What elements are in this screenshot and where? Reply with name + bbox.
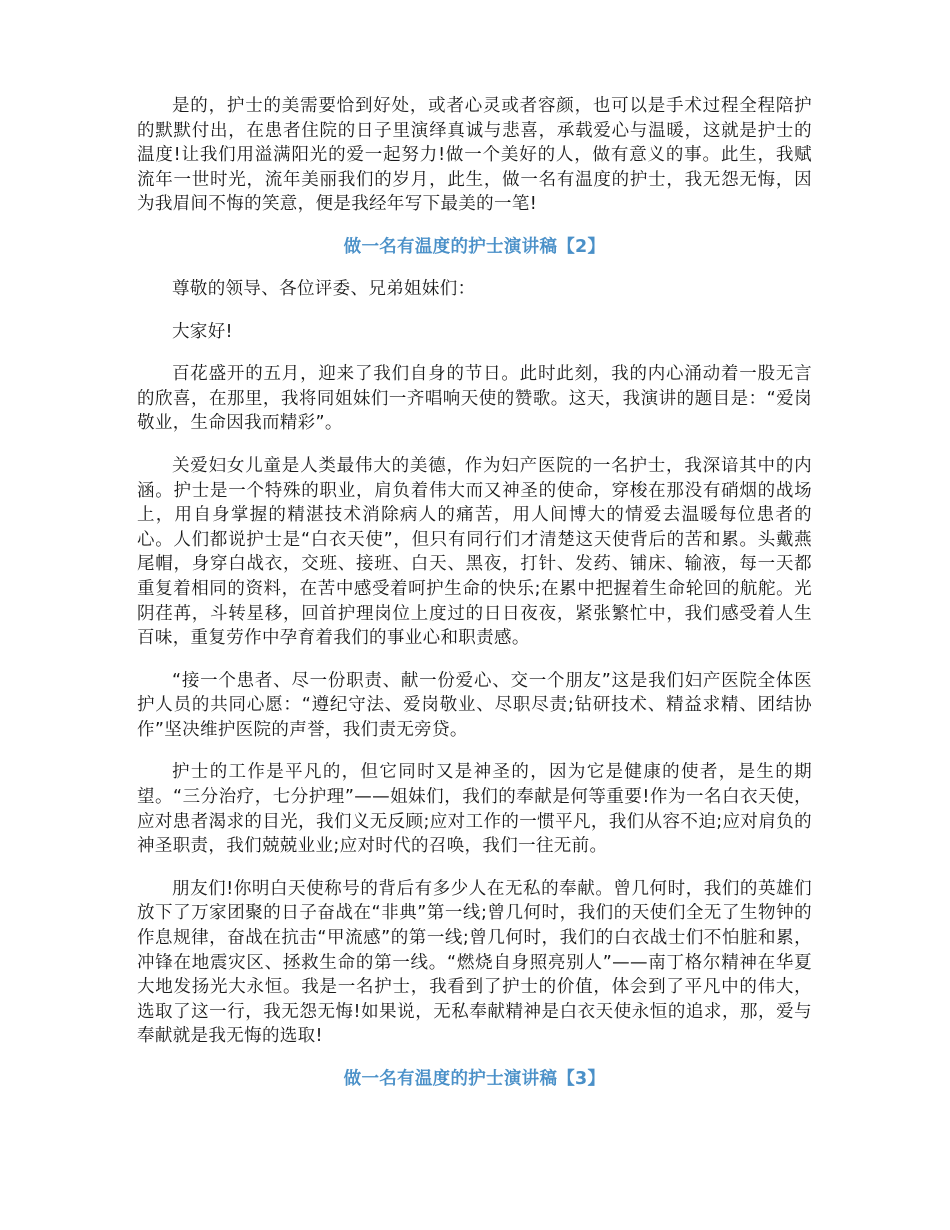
greeting: 大家好! (172, 321, 233, 342)
spacer (137, 651, 812, 669)
spacer (137, 1049, 812, 1067)
salutation: 尊敬的领导、各位评委、兄弟姐妹们： (172, 278, 476, 299)
spacer (137, 217, 812, 235)
paragraph-intro: 是的，护士的美需要恰到好处，或者心灵或者容颜，也可以是手术过程全程陪护的默默付出，在患者住院的日子里演绎真诚与悲喜，承载爱心与温暖，这就是护士的温度!让我们用溢满阳光的爱一起努力!做一个美好的人，做有意义的事。此生，我赋流年一世时光，流年美丽我们的岁月，此生，做一名有温度的护士，我无怨无悔，因为我眉间不悔的笑意，便是我经年写下最美的一笔! (137, 96, 812, 215)
paragraph-1: 百花盛开的五月，迎来了我们自身的节日。此时此刻，我的内心涌动着一股无言的欣喜，在那里，我将同姐妹们一齐唱响天使的赞歌。这天，我演讲的题目是：“爱岗敬业，生命因我而精彩”。 (137, 364, 812, 434)
spacer (137, 742, 812, 760)
spacer (137, 859, 812, 877)
paragraph-3: “接一个患者、尽一份职责、献一份爱心、交一个朋友”这是我们妇产医院全体医护人员的共同心愿：“遵纪守法、爱岗敬业、尽职尽责;钻研技术、精益求精、团结协作”坚决维护医院的声誉，我们责无旁贷。 (137, 670, 812, 740)
section-heading-2: 做一名有温度的护士演讲稿【2】 (343, 236, 606, 257)
spacer (137, 436, 812, 454)
paragraph-4: 护士的工作是平凡的，但它同时又是神圣的，因为它是健康的使者，是生的期望。“三分治疗，七分护理”——姐妹们，我们的奉献是何等重要!作为一名白衣天使，应对患者渴求的目光，我们义无反顾;应对工作的一惯平凡，我们从容不迫;应对肩负的神圣职责，我们兢兢业业;应对时代的召唤，我们一往无前。 (137, 762, 812, 857)
paragraph-2: 关爱妇女儿童是人类最伟大的美德，作为妇产医院的一名护士，我深谙其中的内涵。护士是一个特殊的职业，肩负着伟大而又神圣的使命，穿梭在那没有硝烟的战场上，用自身掌握的精湛技术消除病人的痛苦，用人间博大的情爱去温暖每位患者的心。人们都说护士是“白衣天使”，但只有同行们才清楚这天使背后的苦和累。头戴燕尾帽，身穿白战衣，交班、接班、白天、黑夜，打针、发药、铺床、输液，每一天都重复着相同的资料，在苦中感受着呵护生命的快乐;在累中把握着生命轮回的航舵。光阴荏苒，斗转星移，回首护理岗位上度过的日日夜夜，紧张繁忙中，我们感受着人生百味，重复劳作中孕育着我们的事业心和职责感。 (137, 455, 812, 649)
document-page (137, 94, 812, 1091)
section-heading-3: 做一名有温度的护士演讲稿【3】 (343, 1069, 606, 1089)
paragraph-5: 朋友们!你明白天使称号的背后有多少人在无私的奉献。曾几何时，我们的英雄们放下了万家团聚的日子奋战在“非典”第一线;曾几何时，我们的天使们全无了生物钟的作息规律，奋战在抗击“甲流感”的第一线;曾几何时，我们的白衣战士们不怕脏和累，冲锋在地震灾区、拯救生命的第一线。“燃烧自身照亮别人”——南丁格尔精神在华夏大地发扬光大永恒。我是一名护士，我看到了护士的价值，体会到了平凡中的伟大，选取了这一行，我无怨无悔!如果说，无私奉献精神是白衣天使永恒的追求，那，爱与奉献就是我无悔的选取! (137, 878, 812, 1047)
spacer (137, 344, 812, 362)
spacer (137, 259, 812, 277)
spacer (137, 302, 812, 320)
